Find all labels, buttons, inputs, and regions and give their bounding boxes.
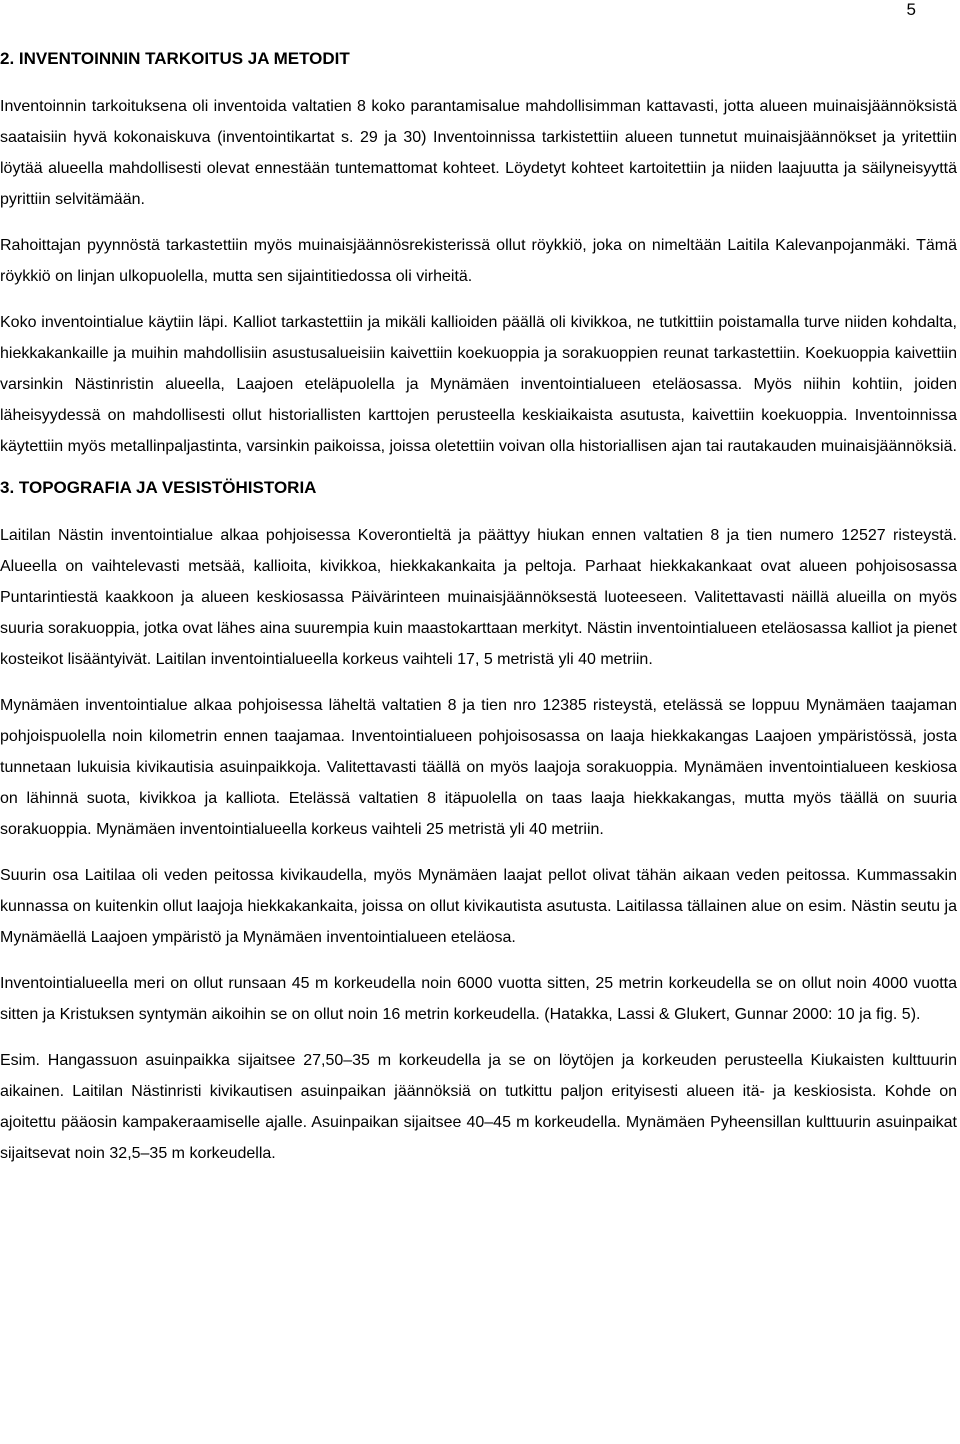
section-heading-2: 2. INVENTOINNIN TARKOITUS JA METODIT [0, 49, 350, 68]
paragraph: Rahoittajan pyynnöstä tarkastettiin myös muinaisjäännösrekisterissä ollut röykkiö, joka on nimeltään Laitila Kalevanpojanmäki. Tämä röykkiö on linjan ulkopuolella, mutta sen sijaintitiedossa oli virheitä. [0, 237, 957, 285]
paragraph: Laitilan Nästin inventointialue alkaa pohjoisessa Koverontieltä ja päättyy hiukan ennen valtatien 8 ja tien numero 12527 risteystä. Alueella on vaihtelevasti metsää, kallioita, kivikkoa, hiekkakankaita ja peltoja. Parhaat hiekkakankaat ovat alueen pohjoisosassa Puntarintiestä kaakkoon ja alueen keskiosassa Päivärinteen muinaisjäännöksestä luoteeseen. Valitettavasti näillä alueilla on myös suuria sorakuoppia, jotka ovat lähes aina suurempia kuin maastokarttaan merkityt. Nästin inventointialueen eteläosassa kalliot ja pienet kosteikot lisääntyivät. Laitilan inventointialueella korkeus vaihteli 17, 5 metristä yli 40 metriin. [0, 527, 957, 668]
paragraph: Esim. Hangassuon asuinpaikka sijaitsee 27,50–35 m korkeudella ja se on löytöjen ja korkeuden perusteella Kiukaisten kulttuurin aikainen. Laitilan Nästinristi kivikautisen asuinpaikan jäännöksiä on tutkittu paljon erityisesti alueen itä- ja keskiosista. Kohde on ajoitettu pääosin kampakeraamiselle ajalle. Asuinpaikan sijaitsee 40–45 m korkeudella. Mynämäen Pyheensillan kulttuurin asuinpaikat sijaitsevat noin 32,5–35 m korkeudella. [0, 1052, 957, 1162]
paragraph: Koko inventointialue käytiin läpi. Kalliot tarkastettiin ja mikäli kallioiden päällä oli kivikkoa, ne tutkittiin poistamalla turve niiden kohdalta, hiekkakankaille ja muihin mahdollisiin asustusalueisiin kaivettiin koekuoppia ja sorakuoppien reunat tarkastettiin. Koekuoppia kaivettiin varsinkin Nästinristin alueella, Laajoen eteläpuolella ja Mynämäen inventointialueen eteläosassa. Myös niihin kohtiin, joiden läheisyydessä on mahdollisesti ollut historiallisten karttojen perusteella keskiaikaista asutusta, kaivettiin koekuoppia. Inventoinnissa käytettiin myös metallinpaljastinta, varsinkin paikoissa, joissa oletettiin voivan olla historiallisen ajan tai rautakauden muinaisjäännöksiä. [0, 314, 957, 455]
paragraph: Mynämäen inventointialue alkaa pohjoisessa läheltä valtatien 8 ja tien nro 12385 risteystä, etelässä se loppuu Mynämäen taajaman pohjoispuolella noin kilometrin ennen taajamaa. Inventointialueen pohjoisosassa on laaja hiekkakangas Laajoen ympäristössä, josta tunnetaan lukuisia kivikautisia asuinpaikkoja. Valitettavasti täällä on myös laajoja sorakuoppia. Mynämäen inventointialueen keskiosa on lähinnä suota, kivikkoa ja kalliota. Etelässä valtatien 8 itäpuolella on taas laaja hiekkakangas, mutta myös täällä on suuria sorakuoppia. Mynämäen inventointialueella korkeus vaihteli 25 metristä yli 40 metriin. [0, 697, 957, 838]
page-number: 5 [906, 0, 916, 19]
paragraph: Inventointialueella meri on ollut runsaan 45 m korkeudella noin 6000 vuotta sitten, 25 metrin korkeudella se on ollut noin 4000 vuotta sitten ja Kristuksen syntymän aikoihin se on ollut noin 16 metrin korkeudella. (Hatakka, Lassi & Glukert, Gunnar 2000: 10 ja fig. 5). [0, 975, 957, 1023]
document-body [0, 48, 957, 1184]
section-heading-3: 3. TOPOGRAFIA JA VESISTÖHISTORIA [0, 478, 317, 497]
paragraph: Inventoinnin tarkoituksena oli inventoida valtatien 8 koko parantamisalue mahdollisimman kattavasti, jotta alueen muinaisjäännöksistä saataisiin hyvä kokonaiskuva (inventointikartat s. 29 ja 30) Inventoinnissa tarkistettiin alueen tunnetut muinaisjäännökset ja yritettiin löytää alueella mahdollisesti olevat ennestään tuntemattomat kohteet. Löydetyt kohteet kartoitettiin ja niiden laajuutta ja säilyneisyyttä pyrittiin selvitämään. [0, 98, 957, 208]
paragraph: Suurin osa Laitilaa oli veden peitossa kivikaudella, myös Mynämäen laajat pellot olivat tähän aikaan veden peitossa. Kummassakin kunnassa on kuitenkin ollut laajoja hiekkakankaita, joissa on ollut kivikautista asutusta. Laitilassa tällainen alue on esim. Nästin seutu ja Mynämäellä Laajoen ympäristö ja Mynämäen inventointialueen eteläosa. [0, 867, 957, 946]
